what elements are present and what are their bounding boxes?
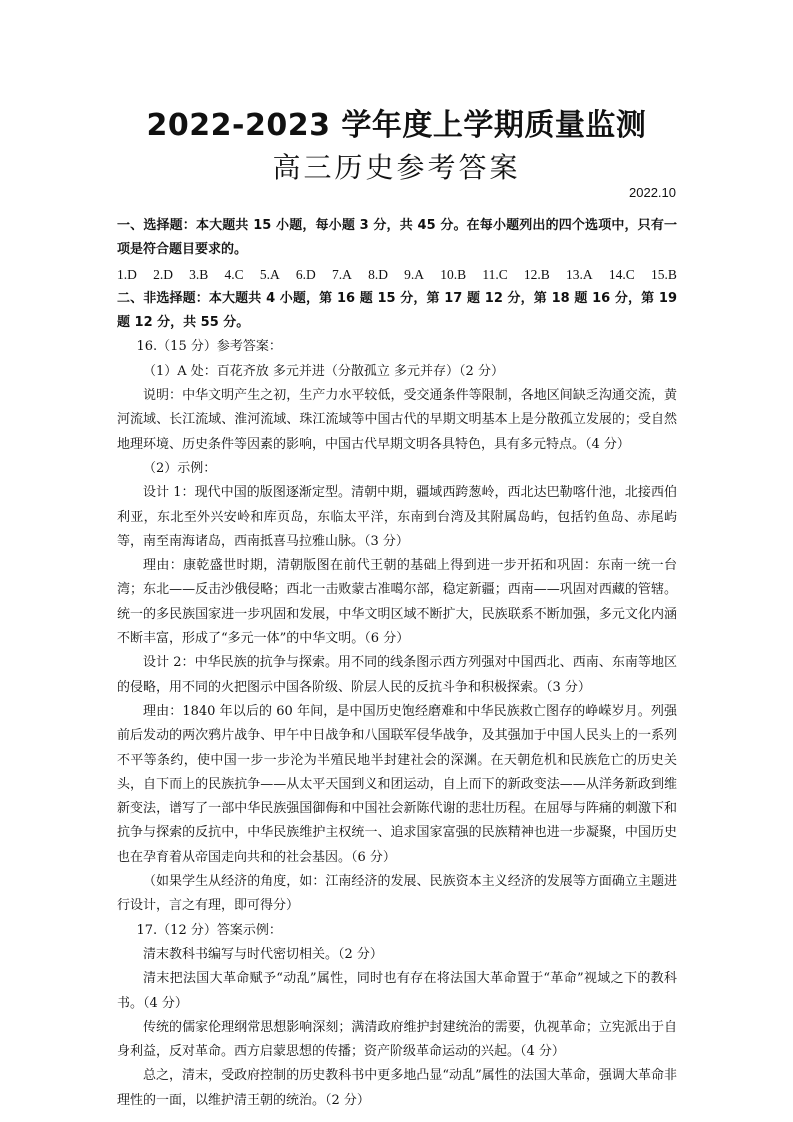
- document-title: 2022-2023 学年度上学期质量监测: [146, 108, 647, 143]
- answer-item: 8.D: [368, 266, 388, 282]
- q16-design2: 设计 2：中华民族的抗争与探索。用不同的线条图示西方列强对中国西北、西南、东南等地区的侵略，用不同的火把图示中国各阶级、阶层人民的反抗斗争和积极探索。（3 分）: [117, 655, 677, 695]
- q16-reason1: 理由：康乾盛世时期，清朝版图在前代王朝的基础上得到进一步开拓和巩固：东南一统一台湾；东北——反击沙俄侵略；西北一击败蒙古准噶尔部，稳定新疆；西南——巩固对西藏的管辖。统一的多民族国家进一步巩固和发展，中华文明区域不断扩大，民族联系不断加强，多元文化内涵不断丰富，形成了“多元一体”的中华文明。（6 分）: [117, 558, 677, 647]
- q16-part2: （2）示例：: [143, 460, 217, 476]
- q16-design1: 设计 1：现代中国的版图逐渐定型。清朝中期，疆域西跨葱岭，西北达巴勒喀什池，北接西伯利亚，东北至外兴安岭和库页岛，东临太平洋，东南到台湾及其附属岛屿，包括钓鱼岛、赤尾屿等，南至南海诸岛，西南抵喜马拉雅山脉。（3 分）: [117, 485, 677, 549]
- q16-reason2: 理由：1840 年以后的 60 年间，是中国历史饱经磨难和中华民族救亡图存的峥嵘岁月。列强前后发动的两次鸦片战争、甲午中日战争和八国联军侵华战争，及其强加于中国人民头上的一系列不平等条约，使中国一步一步沦为半殖民地半封建社会的深渊。在天朝危机和民族危亡的历史关头，自下而上的民族抗争——从太平天国到义和团运动，自上而下的新政变法——从洋务新政到维新变法，谱写了一部中华民族强国御侮和中国社会新陈代谢的悲壮历程。在屈辱与阵痛的刺激下和抗争与探索的反抗中，中华民族维护主权统一、追求国家富强的民族精神也进一步凝聚，中国历史也在孕育着从帝国走向共和的社会基因。（6 分）: [117, 703, 677, 865]
- q17-para2: 清末把法国大革命赋予“动乱”属性，同时也有存在将法国大革命置于“革命”视域之下的教科书。（4 分）: [117, 971, 677, 1011]
- answer-item: 14.C: [608, 266, 635, 282]
- q17-para3: 传统的儒家伦理纲常思想影响深刻；满清政府维护封建统治的需要，仇视革命；立宪派出于自身利益，反对革命。西方启蒙思想的传播；资产阶级革命运动的兴起。（4 分）: [117, 1019, 677, 1060]
- answer-item: 3.B: [189, 266, 209, 282]
- answer-item: 15.B: [650, 266, 677, 282]
- section2-heading: 二、非选择题：本大题共 4 小题，第 16 题 15 分，第 17 题 12 分，第 18 题 16 分，第 19 题 12 分，共 55 分。: [117, 290, 677, 331]
- answer-item: 5.A: [259, 266, 280, 282]
- document-body: [117, 214, 677, 1113]
- document-date: 2022.10: [629, 185, 676, 200]
- q16-label: 16.（15 分）参考答案：: [136, 339, 282, 355]
- answer-item: 6.D: [295, 266, 316, 282]
- q17-para4: 总之，清末，受政府控制的历史教科书中更多地凸显“动乱”属性的法国大革命，强调大革命非理性的一面，以维护清王朝的统治。（2 分）: [117, 1068, 677, 1108]
- q16-part1: （1）A 处：百花齐放 多元并进（分散孤立 多元并存）（2 分）: [143, 363, 504, 379]
- answer-item: 9.A: [404, 266, 425, 282]
- answer-item: 1.D: [117, 266, 137, 282]
- section1-heading: 一、选择题：本大题共 15 小题，每小题 3 分，共 45 分。在每小题列出的四个选项中，只有一项是符合题目要求的。: [117, 218, 677, 258]
- q17-label: 17.（12 分）答案示例：: [136, 922, 282, 938]
- choice-answers: [117, 263, 677, 287]
- answer-item: 12.B: [523, 266, 550, 282]
- answer-item: 13.A: [566, 266, 593, 282]
- answer-item: 2.D: [153, 266, 173, 282]
- q17-para1: 清末教科书编写与时代密切相关。（2 分）: [143, 946, 383, 962]
- answer-item: 4.C: [224, 266, 244, 282]
- answer-item: 7.A: [332, 266, 352, 282]
- answer-item: 10.B: [440, 266, 467, 282]
- q16-explanation: 说明：中华文明产生之初，生产力水平较低，受交通条件等限制，各地区间缺乏沟通交流，黄河流域、长江流域、淮河流域、珠江流域等中国古代的早期文明基本上是分散孤立发展的；受自然地理环境、历史条件等因素的影响，中国古代早期文明各具特色，具有多元特点。（4 分）: [117, 388, 677, 452]
- document-subtitle: 高三历史参考答案: [272, 151, 521, 184]
- q16-note: （如果学生从经济的角度，如：江南经济的发展、民族资本主义经济的发展等方面确立主题进行设计，言之有理，即可得分）: [117, 874, 677, 914]
- answer-item: 11.C: [482, 266, 508, 282]
